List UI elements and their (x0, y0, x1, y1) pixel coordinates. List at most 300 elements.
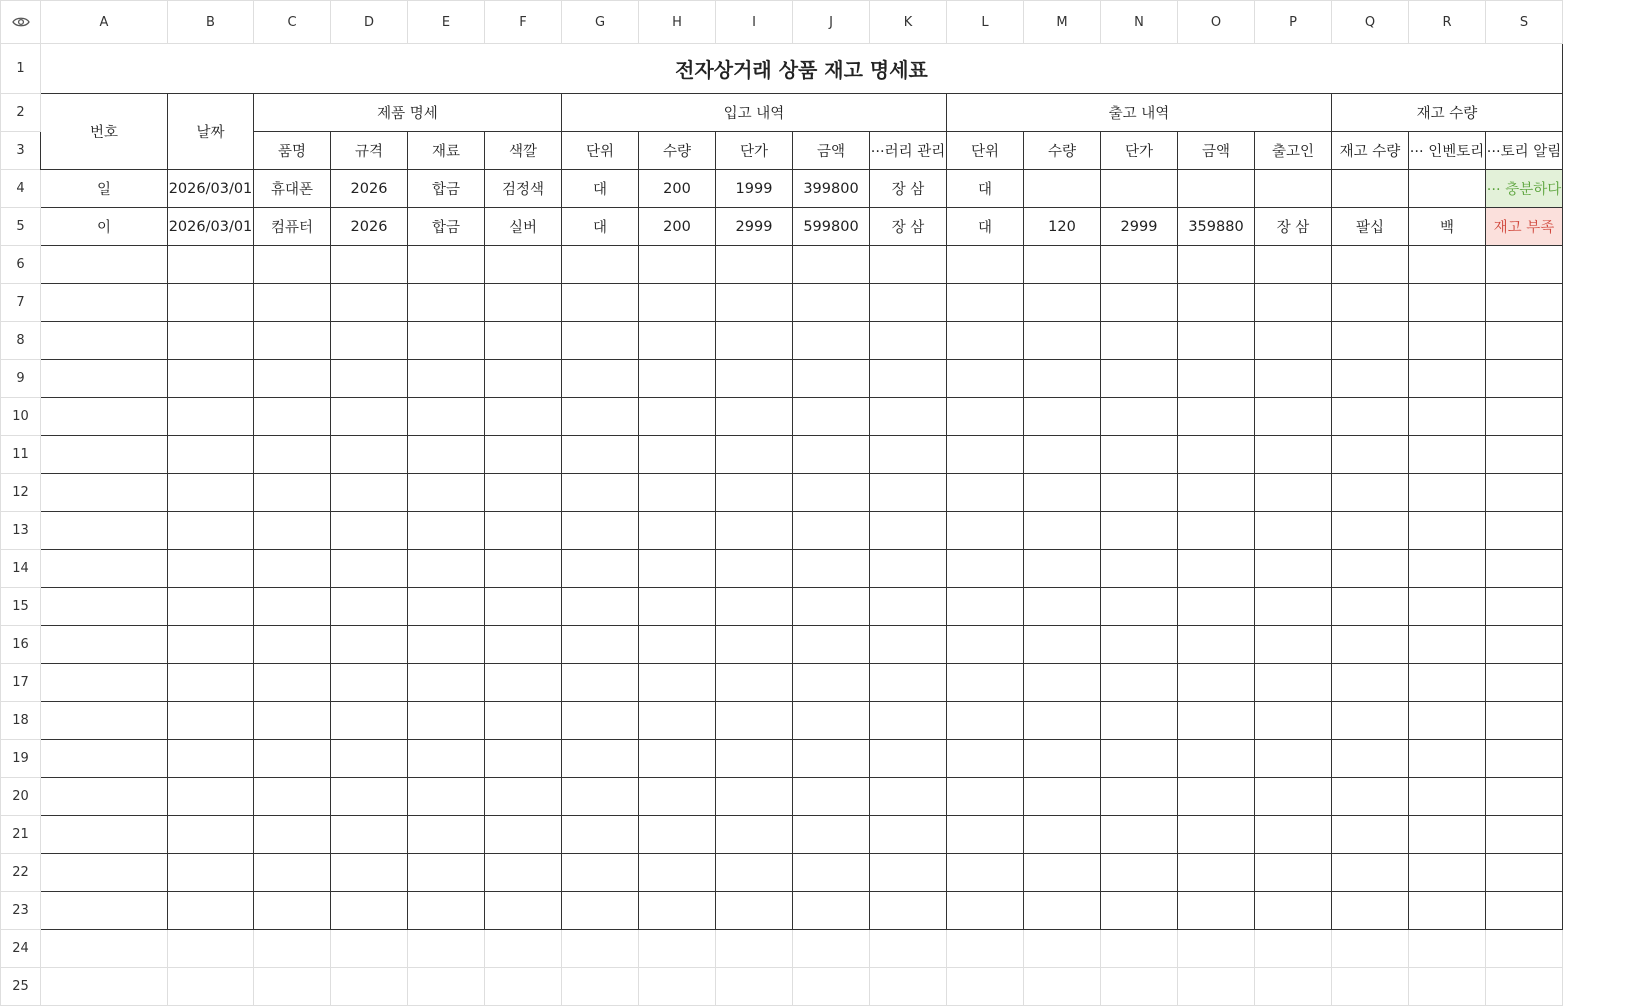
row-header-10[interactable]: 10 (1, 398, 41, 436)
cell-l5[interactable]: 대 (947, 208, 1024, 246)
subheader-m[interactable]: 수량 (1024, 132, 1101, 170)
row-header-19[interactable]: 19 (1, 740, 41, 778)
subheader-c[interactable]: 품명 (254, 132, 331, 170)
cell-i4[interactable]: 1999 (716, 170, 793, 208)
empty-cell[interactable] (1332, 322, 1409, 360)
empty-cell[interactable] (716, 398, 793, 436)
empty-cell[interactable] (254, 398, 331, 436)
empty-cell[interactable] (331, 398, 408, 436)
empty-cell[interactable] (1101, 778, 1178, 816)
empty-cell[interactable] (639, 398, 716, 436)
empty-cell[interactable] (41, 322, 168, 360)
empty-cell[interactable] (1101, 284, 1178, 322)
empty-cell[interactable] (562, 816, 639, 854)
empty-cell[interactable] (639, 702, 716, 740)
empty-cell[interactable] (168, 398, 254, 436)
empty-cell[interactable] (639, 664, 716, 702)
empty-cell[interactable] (716, 512, 793, 550)
empty-cell[interactable] (1486, 664, 1563, 702)
subheader-s[interactable]: ···토리 알림 (1486, 132, 1563, 170)
empty-cell[interactable] (1101, 816, 1178, 854)
empty-cell[interactable] (1178, 588, 1255, 626)
empty-cell[interactable] (331, 930, 408, 968)
empty-cell[interactable] (1255, 474, 1332, 512)
empty-cell[interactable] (168, 854, 254, 892)
empty-cell[interactable] (254, 360, 331, 398)
empty-cell[interactable] (1101, 740, 1178, 778)
empty-cell[interactable] (1486, 550, 1563, 588)
empty-cell[interactable] (1332, 550, 1409, 588)
empty-cell[interactable] (1101, 968, 1178, 1006)
empty-cell[interactable] (639, 854, 716, 892)
empty-cell[interactable] (41, 664, 168, 702)
empty-cell[interactable] (331, 322, 408, 360)
empty-cell[interactable] (716, 436, 793, 474)
empty-cell[interactable] (1409, 702, 1486, 740)
empty-cell[interactable] (947, 816, 1024, 854)
column-header-i[interactable]: I (716, 1, 793, 44)
cell-h5[interactable]: 200 (639, 208, 716, 246)
empty-cell[interactable] (1255, 512, 1332, 550)
row-header-21[interactable]: 21 (1, 816, 41, 854)
empty-cell[interactable] (716, 474, 793, 512)
cell-g5[interactable]: 대 (562, 208, 639, 246)
empty-cell[interactable] (254, 816, 331, 854)
column-header-d[interactable]: D (331, 1, 408, 44)
row-header-9[interactable]: 9 (1, 360, 41, 398)
row-header-18[interactable]: 18 (1, 702, 41, 740)
empty-cell[interactable] (254, 626, 331, 664)
empty-cell[interactable] (485, 816, 562, 854)
empty-cell[interactable] (331, 778, 408, 816)
empty-cell[interactable] (870, 626, 947, 664)
cell-d4[interactable]: 2026 (331, 170, 408, 208)
empty-cell[interactable] (1486, 740, 1563, 778)
empty-cell[interactable] (947, 512, 1024, 550)
cell-e5[interactable]: 합금 (408, 208, 485, 246)
empty-cell[interactable] (1024, 436, 1101, 474)
cell-n4[interactable] (1101, 170, 1178, 208)
subheader-e[interactable]: 재료 (408, 132, 485, 170)
eye-icon[interactable] (1, 16, 40, 28)
empty-cell[interactable] (331, 474, 408, 512)
empty-cell[interactable] (1409, 664, 1486, 702)
subheader-k[interactable]: ···러리 관리 (870, 132, 947, 170)
empty-cell[interactable] (793, 550, 870, 588)
empty-cell[interactable] (331, 816, 408, 854)
empty-cell[interactable] (639, 550, 716, 588)
header-product-spec[interactable]: 제품 명세 (254, 94, 562, 132)
empty-cell[interactable] (1332, 626, 1409, 664)
empty-cell[interactable] (254, 854, 331, 892)
empty-cell[interactable] (1486, 360, 1563, 398)
empty-cell[interactable] (1024, 740, 1101, 778)
stock-alert-cell[interactable]: 재고 부족 (1486, 208, 1563, 246)
cell-g4[interactable]: 대 (562, 170, 639, 208)
empty-cell[interactable] (1409, 436, 1486, 474)
empty-cell[interactable] (1486, 892, 1563, 930)
empty-cell[interactable] (639, 930, 716, 968)
empty-cell[interactable] (1409, 322, 1486, 360)
cell-m5[interactable]: 120 (1024, 208, 1101, 246)
empty-cell[interactable] (793, 892, 870, 930)
empty-cell[interactable] (1024, 854, 1101, 892)
cell-a4[interactable]: 일 (41, 170, 168, 208)
empty-cell[interactable] (1101, 398, 1178, 436)
empty-cell[interactable] (1255, 892, 1332, 930)
empty-cell[interactable] (485, 360, 562, 398)
empty-cell[interactable] (716, 702, 793, 740)
empty-cell[interactable] (485, 550, 562, 588)
empty-cell[interactable] (1486, 512, 1563, 550)
empty-cell[interactable] (870, 398, 947, 436)
empty-cell[interactable] (1024, 512, 1101, 550)
column-header-o[interactable]: O (1178, 1, 1255, 44)
empty-cell[interactable] (41, 550, 168, 588)
empty-cell[interactable] (331, 702, 408, 740)
empty-cell[interactable] (1409, 778, 1486, 816)
empty-cell[interactable] (1101, 474, 1178, 512)
empty-cell[interactable] (168, 968, 254, 1006)
empty-cell[interactable] (254, 588, 331, 626)
empty-cell[interactable] (947, 246, 1024, 284)
empty-cell[interactable] (562, 626, 639, 664)
subheader-d[interactable]: 규격 (331, 132, 408, 170)
empty-cell[interactable] (408, 360, 485, 398)
empty-cell[interactable] (408, 968, 485, 1006)
empty-cell[interactable] (1178, 892, 1255, 930)
column-header-r[interactable]: R (1409, 1, 1486, 44)
empty-cell[interactable] (1024, 398, 1101, 436)
empty-cell[interactable] (947, 474, 1024, 512)
empty-cell[interactable] (485, 322, 562, 360)
empty-cell[interactable] (168, 702, 254, 740)
empty-cell[interactable] (870, 436, 947, 474)
empty-cell[interactable] (1178, 778, 1255, 816)
empty-cell[interactable] (562, 398, 639, 436)
subheader-l[interactable]: 단위 (947, 132, 1024, 170)
empty-cell[interactable] (254, 246, 331, 284)
cell-h4[interactable]: 200 (639, 170, 716, 208)
empty-cell[interactable] (168, 930, 254, 968)
empty-cell[interactable] (793, 854, 870, 892)
empty-cell[interactable] (947, 968, 1024, 1006)
empty-cell[interactable] (562, 474, 639, 512)
empty-cell[interactable] (562, 854, 639, 892)
row-header-8[interactable]: 8 (1, 322, 41, 360)
empty-cell[interactable] (793, 360, 870, 398)
cell-i5[interactable]: 2999 (716, 208, 793, 246)
empty-cell[interactable] (408, 512, 485, 550)
empty-cell[interactable] (1178, 512, 1255, 550)
empty-cell[interactable] (793, 816, 870, 854)
empty-cell[interactable] (168, 360, 254, 398)
empty-cell[interactable] (639, 360, 716, 398)
empty-cell[interactable] (870, 968, 947, 1006)
empty-cell[interactable] (793, 702, 870, 740)
cell-j5[interactable]: 599800 (793, 208, 870, 246)
empty-cell[interactable] (254, 892, 331, 930)
cell-c4[interactable]: 휴대폰 (254, 170, 331, 208)
empty-cell[interactable] (485, 284, 562, 322)
empty-cell[interactable] (254, 740, 331, 778)
subheader-o[interactable]: 금액 (1178, 132, 1255, 170)
column-header-h[interactable]: H (639, 1, 716, 44)
row-header-3[interactable]: 3 (1, 132, 41, 170)
empty-cell[interactable] (1101, 436, 1178, 474)
empty-cell[interactable] (1024, 702, 1101, 740)
empty-cell[interactable] (1178, 474, 1255, 512)
empty-cell[interactable] (947, 930, 1024, 968)
empty-cell[interactable] (1332, 512, 1409, 550)
empty-cell[interactable] (1101, 360, 1178, 398)
empty-cell[interactable] (1255, 854, 1332, 892)
empty-cell[interactable] (41, 854, 168, 892)
empty-cell[interactable] (1409, 398, 1486, 436)
empty-cell[interactable] (1101, 702, 1178, 740)
empty-cell[interactable] (793, 626, 870, 664)
empty-cell[interactable] (562, 284, 639, 322)
column-header-l[interactable]: L (947, 1, 1024, 44)
column-header-f[interactable]: F (485, 1, 562, 44)
empty-cell[interactable] (1178, 322, 1255, 360)
empty-cell[interactable] (639, 284, 716, 322)
empty-cell[interactable] (1024, 246, 1101, 284)
empty-cell[interactable] (254, 550, 331, 588)
empty-cell[interactable] (41, 436, 168, 474)
cell-q4[interactable] (1332, 170, 1409, 208)
empty-cell[interactable] (870, 322, 947, 360)
empty-cell[interactable] (168, 436, 254, 474)
empty-cell[interactable] (41, 778, 168, 816)
empty-cell[interactable] (254, 436, 331, 474)
empty-cell[interactable] (793, 588, 870, 626)
empty-cell[interactable] (1332, 892, 1409, 930)
empty-cell[interactable] (254, 664, 331, 702)
empty-cell[interactable] (947, 854, 1024, 892)
stock-alert-cell[interactable]: ··· 충분하다 (1486, 170, 1563, 208)
empty-cell[interactable] (331, 550, 408, 588)
empty-cell[interactable] (870, 360, 947, 398)
empty-cell[interactable] (408, 816, 485, 854)
empty-cell[interactable] (485, 626, 562, 664)
empty-cell[interactable] (408, 588, 485, 626)
empty-cell[interactable] (1409, 740, 1486, 778)
row-header-16[interactable]: 16 (1, 626, 41, 664)
empty-cell[interactable] (41, 284, 168, 322)
empty-cell[interactable] (408, 436, 485, 474)
empty-cell[interactable] (793, 474, 870, 512)
empty-cell[interactable] (331, 284, 408, 322)
empty-cell[interactable] (41, 398, 168, 436)
empty-cell[interactable] (168, 322, 254, 360)
empty-cell[interactable] (1024, 892, 1101, 930)
empty-cell[interactable] (331, 626, 408, 664)
row-header-24[interactable]: 24 (1, 930, 41, 968)
row-header-23[interactable]: 23 (1, 892, 41, 930)
empty-cell[interactable] (1409, 550, 1486, 588)
empty-cell[interactable] (485, 588, 562, 626)
empty-cell[interactable] (1409, 512, 1486, 550)
empty-cell[interactable] (1255, 930, 1332, 968)
empty-cell[interactable] (716, 322, 793, 360)
row-header-15[interactable]: 15 (1, 588, 41, 626)
empty-cell[interactable] (562, 664, 639, 702)
column-header-e[interactable]: E (408, 1, 485, 44)
empty-cell[interactable] (254, 322, 331, 360)
empty-cell[interactable] (1101, 930, 1178, 968)
empty-cell[interactable] (1486, 284, 1563, 322)
empty-cell[interactable] (1409, 854, 1486, 892)
empty-cell[interactable] (1486, 816, 1563, 854)
empty-cell[interactable] (947, 360, 1024, 398)
empty-cell[interactable] (1332, 360, 1409, 398)
empty-cell[interactable] (331, 512, 408, 550)
empty-cell[interactable] (1409, 284, 1486, 322)
empty-cell[interactable] (485, 512, 562, 550)
column-header-g[interactable]: G (562, 1, 639, 44)
cell-b5[interactable]: 2026/03/01 (168, 208, 254, 246)
empty-cell[interactable] (41, 816, 168, 854)
empty-cell[interactable] (947, 740, 1024, 778)
empty-cell[interactable] (1178, 664, 1255, 702)
subheader-r[interactable]: ··· 인벤토리 (1409, 132, 1486, 170)
empty-cell[interactable] (1255, 588, 1332, 626)
empty-cell[interactable] (254, 474, 331, 512)
row-header-4[interactable]: 4 (1, 170, 41, 208)
empty-cell[interactable] (1024, 664, 1101, 702)
empty-cell[interactable] (1332, 398, 1409, 436)
header-stock[interactable]: 재고 수량 (1332, 94, 1563, 132)
empty-cell[interactable] (331, 664, 408, 702)
empty-cell[interactable] (1101, 854, 1178, 892)
empty-cell[interactable] (870, 702, 947, 740)
empty-cell[interactable] (1409, 360, 1486, 398)
empty-cell[interactable] (254, 512, 331, 550)
empty-cell[interactable] (1024, 778, 1101, 816)
cell-e4[interactable]: 합금 (408, 170, 485, 208)
select-all-corner[interactable] (1, 1, 41, 44)
empty-cell[interactable] (1332, 740, 1409, 778)
empty-cell[interactable] (485, 930, 562, 968)
empty-cell[interactable] (793, 930, 870, 968)
empty-cell[interactable] (408, 778, 485, 816)
empty-cell[interactable] (1024, 930, 1101, 968)
header-outbound[interactable]: 출고 내역 (947, 94, 1332, 132)
empty-cell[interactable] (41, 512, 168, 550)
empty-cell[interactable] (870, 930, 947, 968)
empty-cell[interactable] (793, 322, 870, 360)
empty-cell[interactable] (485, 474, 562, 512)
row-header-7[interactable]: 7 (1, 284, 41, 322)
empty-cell[interactable] (1486, 702, 1563, 740)
empty-cell[interactable] (1101, 246, 1178, 284)
empty-cell[interactable] (168, 626, 254, 664)
empty-cell[interactable] (1255, 968, 1332, 1006)
subheader-p[interactable]: 출고인 (1255, 132, 1332, 170)
empty-cell[interactable] (947, 892, 1024, 930)
cell-c5[interactable]: 컴퓨터 (254, 208, 331, 246)
empty-cell[interactable] (562, 740, 639, 778)
empty-cell[interactable] (1255, 664, 1332, 702)
empty-cell[interactable] (1024, 588, 1101, 626)
empty-cell[interactable] (870, 892, 947, 930)
empty-cell[interactable] (562, 968, 639, 1006)
empty-cell[interactable] (562, 512, 639, 550)
empty-cell[interactable] (716, 816, 793, 854)
empty-cell[interactable] (331, 854, 408, 892)
empty-cell[interactable] (168, 512, 254, 550)
empty-cell[interactable] (331, 968, 408, 1006)
empty-cell[interactable] (1332, 816, 1409, 854)
cell-p4[interactable] (1255, 170, 1332, 208)
column-header-p[interactable]: P (1255, 1, 1332, 44)
empty-cell[interactable] (870, 512, 947, 550)
sheet-title[interactable]: 전자상거래 상품 재고 명세표 (41, 44, 1563, 94)
column-header-a[interactable]: A (41, 1, 168, 44)
empty-cell[interactable] (168, 550, 254, 588)
empty-cell[interactable] (408, 550, 485, 588)
empty-cell[interactable] (947, 626, 1024, 664)
empty-cell[interactable] (1024, 816, 1101, 854)
empty-cell[interactable] (41, 246, 168, 284)
empty-cell[interactable] (168, 284, 254, 322)
empty-cell[interactable] (41, 892, 168, 930)
empty-cell[interactable] (1178, 436, 1255, 474)
empty-cell[interactable] (1178, 550, 1255, 588)
subheader-j[interactable]: 금액 (793, 132, 870, 170)
empty-cell[interactable] (1255, 626, 1332, 664)
subheader-g[interactable]: 단위 (562, 132, 639, 170)
subheader-q[interactable]: 재고 수량 (1332, 132, 1409, 170)
empty-cell[interactable] (870, 474, 947, 512)
empty-cell[interactable] (408, 626, 485, 664)
cell-n5[interactable]: 2999 (1101, 208, 1178, 246)
empty-cell[interactable] (1178, 702, 1255, 740)
empty-cell[interactable] (485, 664, 562, 702)
empty-cell[interactable] (408, 474, 485, 512)
empty-cell[interactable] (1486, 968, 1563, 1006)
empty-cell[interactable] (793, 778, 870, 816)
empty-cell[interactable] (41, 626, 168, 664)
cell-b4[interactable]: 2026/03/01 (168, 170, 254, 208)
empty-cell[interactable] (485, 740, 562, 778)
empty-cell[interactable] (562, 930, 639, 968)
empty-cell[interactable] (793, 436, 870, 474)
empty-cell[interactable] (716, 246, 793, 284)
empty-cell[interactable] (793, 284, 870, 322)
empty-cell[interactable] (1409, 816, 1486, 854)
empty-cell[interactable] (1255, 322, 1332, 360)
header-date[interactable]: 날짜 (168, 94, 254, 170)
empty-cell[interactable] (639, 322, 716, 360)
empty-cell[interactable] (947, 702, 1024, 740)
empty-cell[interactable] (254, 284, 331, 322)
empty-cell[interactable] (168, 588, 254, 626)
empty-cell[interactable] (1178, 816, 1255, 854)
empty-cell[interactable] (1024, 626, 1101, 664)
empty-cell[interactable] (947, 588, 1024, 626)
empty-cell[interactable] (485, 246, 562, 284)
empty-cell[interactable] (870, 550, 947, 588)
empty-cell[interactable] (716, 360, 793, 398)
empty-cell[interactable] (1486, 778, 1563, 816)
empty-cell[interactable] (947, 550, 1024, 588)
empty-cell[interactable] (331, 246, 408, 284)
empty-cell[interactable] (1101, 626, 1178, 664)
column-header-s[interactable]: S (1486, 1, 1563, 44)
empty-cell[interactable] (168, 664, 254, 702)
